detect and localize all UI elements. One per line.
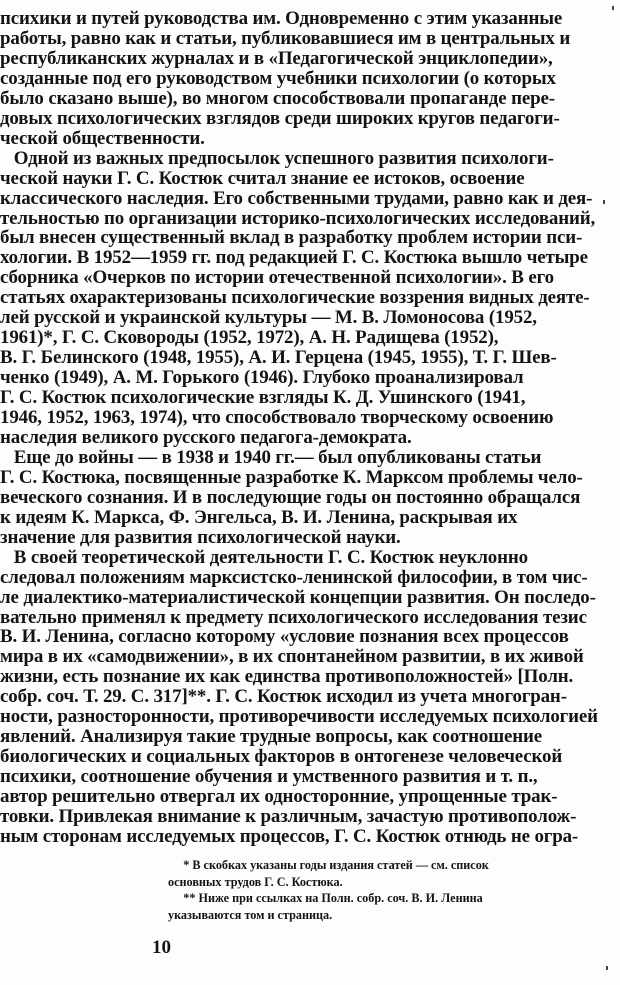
text-line: ле диалектико-материалистической концепции развития. Он последо-: [0, 586, 596, 608]
text-line: В своей теоретической деятельности Г. С. Костюк неуклонно: [0, 546, 528, 568]
scan-speck: [606, 966, 608, 970]
page-number: 10: [152, 937, 171, 958]
text-line: Г. С. Костюк психологические взгляды К. Д. Ушинского (1941,: [0, 387, 526, 409]
footnote-line: * В скобках указаны годы издания статей — см. список: [168, 858, 489, 872]
text-line: Одной из важных предпосылок успешного развития психологи-: [0, 147, 554, 169]
footnote-line: ** Ниже при ссылках на Полн. собр. соч. В. И. Ленина: [168, 891, 483, 905]
text-line: следовал положениям марксистско-ленинской философии, в том чис-: [0, 566, 588, 588]
scan-speck: [603, 200, 605, 204]
text-line: классического наследия. Его собственными трудами, равно как и дея-: [0, 187, 593, 209]
text-line: было сказано выше), во многом способствовали пропаганде пере-: [0, 87, 555, 109]
text-line: к идеям К. Маркса, Ф. Энгельса, В. И. Ленина, раскрывая их: [0, 506, 518, 528]
text-line: ным сторонам исследуемых процессов, Г. С. Костюк отнюдь не огра-: [0, 825, 579, 847]
text-line: работы, равно как и статьи, публиковавшиеся им в центральных и: [0, 27, 571, 49]
text-line: наследия великого русского педагога-демократа.: [0, 426, 412, 448]
text-line: жизни, есть познание их как единства противоположностей» [Полн.: [0, 666, 574, 688]
text-line: лей русской и украинской культуры — М. В. Ломоносова (1952,: [0, 307, 537, 329]
text-line: республиканских журналах и в «Педагогической энциклопедии»,: [0, 47, 553, 69]
text-line: В. Г. Белинского (1948, 1955), А. И. Герцена (1945, 1955), Т. Г. Шев-: [0, 347, 557, 369]
text-line: психики, соотношение обучения и умственного развития и т. п.,: [0, 766, 538, 788]
text-line: ческой науки Г. С. Костюк считал знание ее истоков, освоение: [0, 167, 525, 189]
text-line: ности, разносторонности, противоречивости исследуемых психологией: [0, 706, 598, 728]
text-line: вательно применял к предмету психологического исследования тезис: [0, 606, 587, 628]
text-line: сборника «Очерков по истории отечественной психологии». В его: [0, 267, 554, 289]
text-line: был внесен существенный вклад в разработку проблем истории пси-: [0, 227, 583, 249]
text-line: товки. Привлекая внимание к различным, зачастую противополож-: [0, 806, 577, 827]
scan-speck: [612, 6, 614, 10]
text-line: хологии. В 1952—1959 гг. под редакцией Г. С. Костюка вышло четыре: [0, 247, 588, 269]
text-line: значение для развития психологической науки.: [0, 526, 401, 548]
text-line: довых психологических взглядов среди широких кругов педагоги-: [0, 107, 560, 129]
text-line: тельностью по организации историко-психологических исследований,: [0, 207, 596, 229]
text-line: Г. С. Костюка, посвященные разработке К. Марксом проблемы чело-: [0, 466, 583, 488]
text-line: биологических и социальных факторов в онтогенезе человеческой: [0, 746, 563, 768]
text-line: явлений. Анализируя такие трудные вопросы, как соотношение: [0, 726, 543, 748]
text-line: мира в их «самодвижении», в их спонтанейном развитии, в их живой: [0, 646, 584, 668]
text-line: автор решительно отвергал их односторонние, упрощенные трак-: [0, 786, 558, 808]
text-line: собр. соч. Т. 29. С. 317]**. Г. С. Костюк исходил из учета многогран-: [0, 686, 567, 708]
text-line: ческой общественности.: [0, 127, 205, 149]
text-line: Еще до войны — в 1938 и 1940 гг.— был опубликованы статьи: [0, 446, 542, 468]
footnote-line: основных трудов Г. С. Костюка.: [168, 874, 343, 889]
text-line: В. И. Ленина, согласно которому «условие познания всех процессов: [0, 626, 569, 648]
footnote-line: указываются том и страница.: [168, 907, 333, 922]
text-line: 1946, 1952, 1963, 1974), что способствовало творческому освоению: [0, 407, 554, 428]
text-line: созданные под его руководством учебники психологии (о которых: [0, 67, 556, 89]
text-line: веческого сознания. И в последующие годы он постоянно обращался: [0, 486, 581, 508]
text-line: статьях охарактеризованы психологические воззрения видных деяте-: [0, 287, 590, 309]
text-line: 1961)*, Г. С. Сковороды (1952, 1972), А. Н. Радищева (1952),: [0, 327, 499, 349]
text-line: ченко (1949), А. М. Горького (1946). Глубоко проанализировал: [0, 367, 524, 389]
text-line: психики и путей руководства им. Одновременно с этим указанные: [0, 8, 563, 29]
